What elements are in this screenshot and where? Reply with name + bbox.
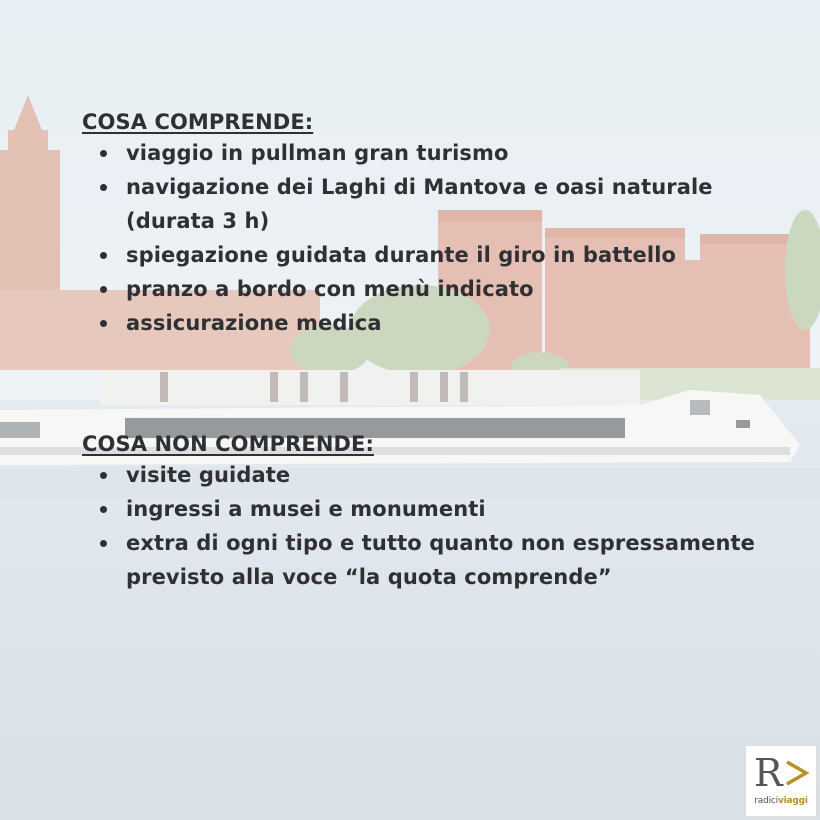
excluded-heading: COSA NON COMPRENDE: (82, 432, 374, 456)
content-panel (82, 110, 762, 594)
logo-letter: R (754, 751, 783, 795)
list-item: extra di ogni tipo e tutto quanto non espressamente previsto alla voce “la quota comprende” (82, 526, 762, 594)
included-section (82, 110, 762, 340)
list-item: visite guidate (82, 458, 762, 492)
radiciviaggi-logo (745, 745, 817, 817)
included-list (82, 136, 762, 340)
excluded-list (82, 458, 762, 594)
list-item: assicurazione medica (82, 306, 762, 340)
list-item: ingressi a musei e monumenti (82, 492, 762, 526)
logo-wordmark (746, 796, 816, 806)
list-item: pranzo a bordo con menù indicato (82, 272, 762, 306)
logo-word-part2: viaggi (777, 796, 808, 806)
chevron-right-icon (784, 759, 810, 787)
list-item: spiegazione guidata durante il giro in battello (82, 238, 762, 272)
list-item: navigazione dei Laghi di Mantova e oasi naturale (durata 3 h) (82, 170, 762, 238)
list-item: viaggio in pullman gran turismo (82, 136, 762, 170)
excluded-section (82, 432, 762, 594)
included-heading: COSA COMPRENDE: (82, 110, 314, 134)
logo-word-part1: radici (754, 796, 778, 806)
